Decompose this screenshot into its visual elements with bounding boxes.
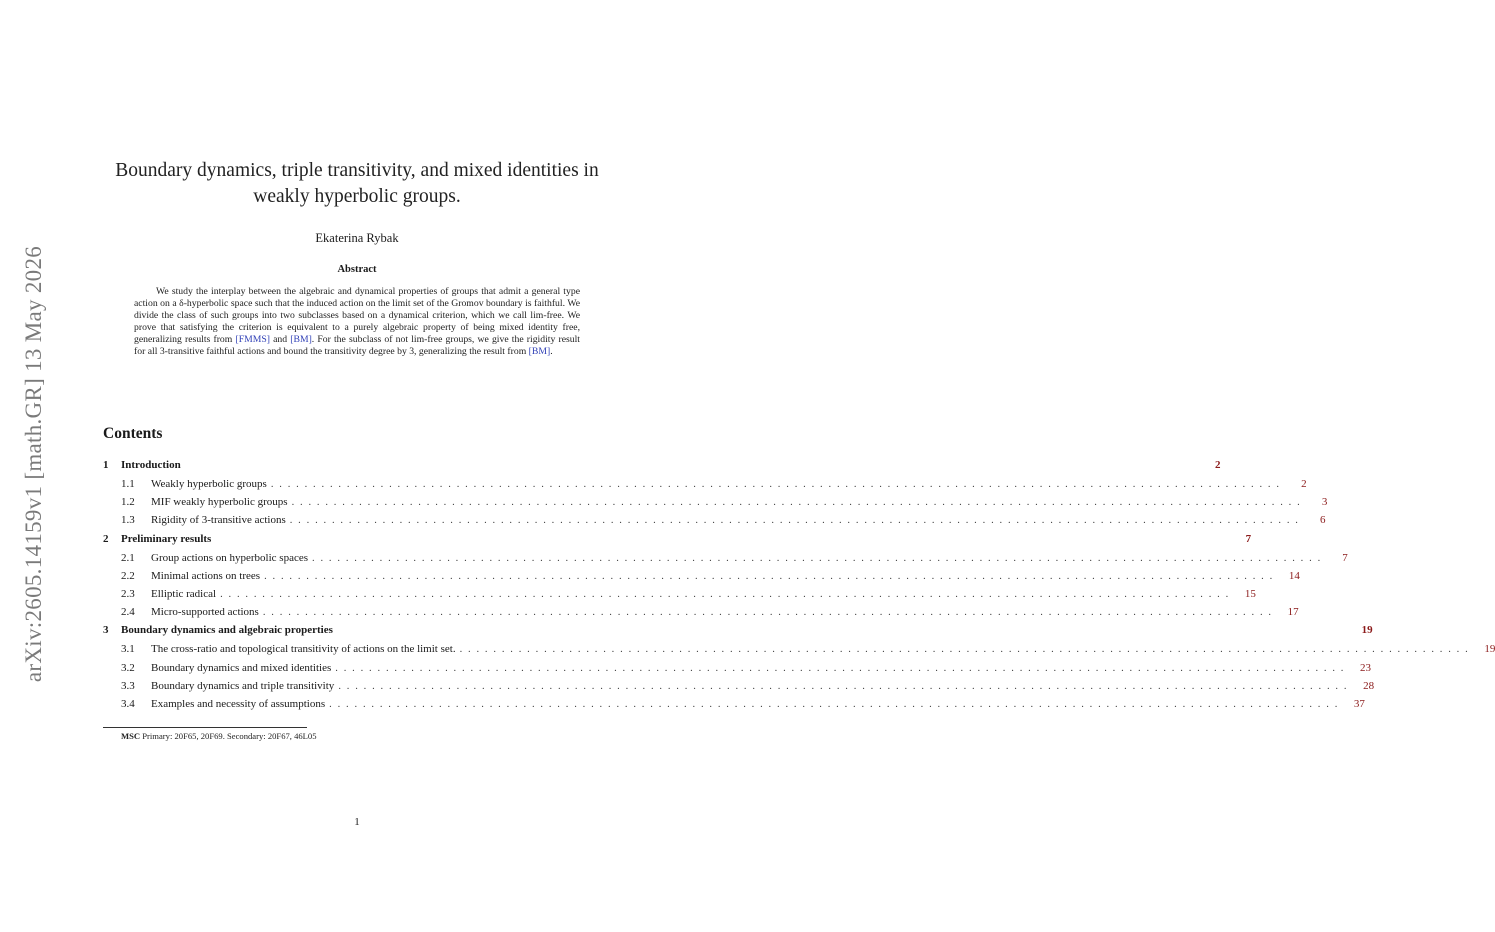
toc-section-entry[interactable] bbox=[103, 456, 1221, 475]
toc-subsection-title: Group actions on hyperbolic spaces bbox=[151, 551, 309, 564]
toc-leader-dots: . . . . . . . . . . . . . . . . . . . . . . . . . . . . . . . . . . . . . . . . . . . . . . . . . . . . . . . . . . . . . . . . . . . . . . . . . . . . . . . . . . . . . . . . . . . . . . . . . . . . . . . . . . . . . . . . . . . . . . . . bbox=[459, 644, 1470, 656]
toc-page-link[interactable]: 6 bbox=[1320, 514, 1326, 527]
toc-subsection-title: Micro-supported actions bbox=[151, 606, 259, 619]
toc-section-title: Introduction bbox=[121, 459, 181, 471]
footnote-rule bbox=[103, 727, 307, 728]
toc-subsection-number: 2.4 bbox=[121, 606, 135, 619]
toc-page-link[interactable]: 19 bbox=[1484, 643, 1495, 656]
toc-page-link[interactable]: 19 bbox=[1361, 624, 1373, 637]
toc-page-link[interactable]: 3 bbox=[1321, 496, 1328, 509]
toc-leader-dots: . . . . . . . . . . . . . . . . . . . . . . . . . . . . . . . . . . . . . . . . . . . . . . . . . . . . . . . . . . . . . . . . . . . . . . . . . . . . . . . . . . . . . . . . . . . . . . . . . . . . . . . . . . . . . . . . . . . . . . . . bbox=[270, 479, 1281, 490]
toc-subsection-number: 2.1 bbox=[121, 551, 135, 564]
paper-title: Boundary dynamics, triple transitivity, and mixed identities in weakly hyperbolic groups. bbox=[115, 160, 599, 207]
toc-subsection-number: 1.2 bbox=[121, 496, 135, 509]
toc-section-entry[interactable] bbox=[103, 621, 1373, 640]
toc-subsection-entry[interactable] bbox=[103, 585, 1256, 603]
toc-subsection-entry[interactable] bbox=[103, 475, 1307, 493]
toc-subsection-title: Elliptic radical bbox=[151, 587, 217, 600]
toc-page-link[interactable]: 14 bbox=[1288, 569, 1300, 582]
toc-subsection-title: Boundary dynamics and triple transitivity bbox=[151, 679, 335, 692]
toc-subsection-title: MIF weakly hyperbolic groups bbox=[151, 496, 288, 509]
toc-page-link[interactable]: 37 bbox=[1353, 697, 1365, 710]
toc-subsection-number: 1.1 bbox=[121, 478, 135, 490]
toc-section-number: 2 bbox=[103, 532, 109, 545]
toc-subsection-entry[interactable] bbox=[103, 659, 1372, 677]
toc-leader-dots: . . . . . . . . . . . . . . . . . . . . . . . . . . . . . . . . . . . . . . . . . . . . . . . . . . . . . . . . . . . . . . . . . . . . . . . . . . . . . . . . . . . . . . . . . . . . . . . . . . . . . . . . . . . . . . . . . . . . . . . . bbox=[335, 662, 1346, 674]
toc-leader-dots: . . . . . . . . . . . . . . . . . . . . . . . . . . . . . . . . . . . . . . . . . . . . . . . . . . . . . . . . . . . . . . . . . . . . . . . . . . . . . . . . . . . . . . . . . . . . . . . . . . . . . . . . . . . . . . . . . . . . . . . . bbox=[264, 570, 1274, 582]
toc-subsection-title: The cross-ratio and topological transitivity of actions on the limit set. bbox=[151, 643, 456, 656]
toc-subsection-number: 3.3 bbox=[121, 679, 135, 692]
toc-subsection-title: Examples and necessity of assumptions bbox=[151, 697, 326, 710]
author-name: Ekaterina Rybak bbox=[315, 231, 399, 245]
toc-subsection-title: Rigidity of 3-transitive actions bbox=[151, 514, 286, 527]
toc-subsection-entry[interactable] bbox=[103, 511, 1326, 529]
page-number: 1 bbox=[354, 816, 360, 828]
footnote-text: Primary: 20F65, 20F69. Secondary: 20F67, 46L05 bbox=[140, 731, 317, 741]
toc-subsection-number: 3.2 bbox=[121, 661, 135, 674]
toc-leader-dots: . . . . . . . . . . . . . . . . . . . . . . . . . . . . . . . . . . . . . . . . . . . . . . . . . . . . . . . . . . . . . . . . . . . . . . . . . . . . . . . . . . . . . . . . . . . . . . . . . . . . . . . . . . . . . . . . . . . . . . . . bbox=[338, 680, 1349, 692]
toc-leader-dots: . . . . . . . . . . . . . . . . . . . . . . . . . . . . . . . . . . . . . . . . . . . . . . . . . . . . . . . . . . . . . . . . . . . . . . . . . . . . . . . . . . . . . . . . . . . . . . . . . . . . . . . . . . . . . . . . . . . . . . . . bbox=[262, 607, 1273, 619]
toc-page-link[interactable]: 7 bbox=[1245, 532, 1252, 545]
toc-subsection-entry[interactable] bbox=[103, 640, 1495, 658]
toc-section-entry[interactable] bbox=[103, 530, 1252, 549]
toc-section-number: 3 bbox=[103, 624, 109, 637]
toc-subsection-title: Boundary dynamics and mixed identities bbox=[151, 661, 332, 674]
toc-section-title: Boundary dynamics and algebraic properties bbox=[121, 624, 333, 637]
abstract-text: and bbox=[269, 334, 291, 346]
toc-subsection-title: Weakly hyperbolic groups bbox=[151, 478, 267, 490]
toc-subsection-entry[interactable] bbox=[103, 603, 1299, 621]
contents-heading: Contents bbox=[103, 425, 163, 442]
toc-page-link[interactable]: 2 bbox=[1214, 459, 1221, 471]
abstract-text: We study the interplay between the algebraic and dynamical properties of groups that admit a general type action on a δ-hyperbolic space such that the induced action on the limit set of the Gromov boundary is faithful. We divide the class of such groups into two subclasses based on a dynamical criterion, which we call lim-free. We prove that satisfying the criterion is equivalent to a purely algebraic property of being mixed identity free, generalizing results from bbox=[134, 286, 580, 346]
toc-page-link[interactable]: 23 bbox=[1360, 661, 1372, 674]
toc-leader-dots: . . . . . . . . . . . . . . . . . . . . . . . . . . . . . . . . . . . . . . . . . . . . . . . . . . . . . . . . . . . . . . . . . . . . . . . . . . . . . . . . . . . . . . . . . . . . . . . . . . . . . . . . . . . . . . . . . . . . . . . . bbox=[329, 698, 1339, 710]
toc-section-number: 1 bbox=[103, 459, 109, 471]
toc-page-link[interactable]: 17 bbox=[1287, 606, 1299, 619]
abstract-body bbox=[134, 286, 580, 359]
abstract-text: . bbox=[550, 346, 553, 358]
abstract-text: . For the subclass of not lim-free groups, we give the rigidity result for all 3-transitive faithful actions and bound the transitivity degree by 3, generalizing the result from bbox=[134, 334, 581, 358]
toc-leader-dots: . . . . . . . . . . . . . . . . . . . . . . . . . . . . . . . . . . . . . . . . . . . . . . . . . . . . . . . . . . . . . . . . . . . . . . . . . . . . . . . . . . . . . . . . . . . . . . . . . . . . . . . . . . . . . . . . . . . . . . . . bbox=[289, 515, 1300, 527]
footnote-label: MSC bbox=[121, 731, 141, 741]
toc-subsection-entry[interactable] bbox=[103, 493, 1328, 511]
toc-subsection-entry[interactable] bbox=[103, 695, 1365, 713]
toc-section-title: Preliminary results bbox=[121, 532, 212, 545]
toc-page-link[interactable]: 28 bbox=[1363, 679, 1375, 692]
toc-leader-dots: . . . . . . . . . . . . . . . . . . . . . . . . . . . . . . . . . . . . . . . . . . . . . . . . . . . . . . . . . . . . . . . . . . . . . . . . . . . . . . . . . . . . . . . . . . . . . . . . . . . . . . . . . . . . . . . . . . . . . . . . bbox=[220, 588, 1230, 600]
citation-link-fmms[interactable]: [FMMS] bbox=[235, 334, 270, 346]
toc-leader-dots: . . . . . . . . . . . . . . . . . . . . . . . . . . . . . . . . . . . . . . . . . . . . . . . . . . . . . . . . . . . . . . . . . . . . . . . . . . . . . . . . . . . . . . . . . . . . . . . . . . . . . . . . . . . . . . . . . . . . . . . . bbox=[312, 552, 1322, 564]
citation-link-bm[interactable]: [BM] bbox=[528, 346, 551, 358]
toc-subsection-entry[interactable] bbox=[103, 677, 1375, 695]
toc-page-link[interactable]: 2 bbox=[1301, 478, 1307, 490]
table-of-contents bbox=[103, 456, 1495, 713]
msc-footnote bbox=[121, 731, 317, 741]
toc-subsection-number: 3.4 bbox=[121, 697, 135, 710]
abstract-heading: Abstract bbox=[337, 264, 377, 275]
toc-subsection-number: 2.2 bbox=[121, 569, 135, 582]
arxiv-identifier: arXiv:2605.14159v1 [math.GR] 13 May 2026 bbox=[21, 245, 46, 683]
toc-leader-dots: . . . . . . . . . . . . . . . . . . . . . . . . . . . . . . . . . . . . . . . . . . . . . . . . . . . . . . . . . . . . . . . . . . . . . . . . . . . . . . . . . . . . . . . . . . . . . . . . . . . . . . . . . . . . . . . . . . . . . . . . bbox=[291, 497, 1302, 509]
toc-page-link[interactable]: 15 bbox=[1244, 587, 1256, 600]
toc-subsection-entry[interactable] bbox=[103, 567, 1300, 585]
toc-subsection-number: 2.3 bbox=[121, 587, 135, 600]
citation-link-bm[interactable]: [BM] bbox=[290, 334, 312, 346]
toc-subsection-entry[interactable] bbox=[103, 549, 1348, 567]
toc-subsection-title: Minimal actions on trees bbox=[151, 569, 261, 582]
toc-page-link[interactable]: 7 bbox=[1342, 551, 1348, 564]
toc-subsection-number: 3.1 bbox=[121, 643, 135, 656]
arxiv-stamp bbox=[20, 240, 48, 688]
toc-subsection-number: 1.3 bbox=[121, 514, 135, 527]
